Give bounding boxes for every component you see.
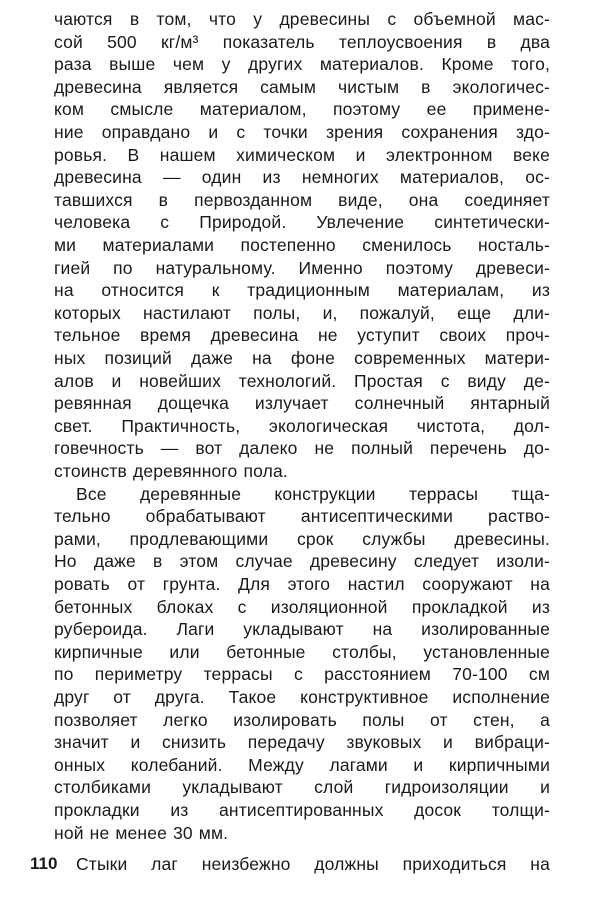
text-line: Но даже в этом случае древесину следует изоли-	[54, 551, 550, 572]
text-line: по периметру террасы с расстоянием 70-100 см	[54, 664, 550, 685]
text-line: гией по натуральному. Именно поэтому древеси-	[54, 257, 550, 278]
text-line: ровья. В нашем химическом и электронном веке	[54, 144, 550, 165]
text-line: древесина является самым чистым в экологичес-	[54, 76, 550, 97]
text-line: алов и новейших технологий. Простая с виду де-	[54, 370, 550, 391]
text-line: значит и снизить передачу звуковых и вибраци-	[54, 732, 550, 753]
text-line: на относится к традиционным материалам, из	[54, 280, 550, 301]
text-line: рубероида. Лаги укладывают на изолированные	[54, 619, 550, 640]
text-line: ной не менее 30 мм.	[54, 822, 229, 843]
text-line: которых настилают полы, и, пожалуй, еще дли-	[54, 302, 550, 323]
text-line: кирпичные или бетонные столбы, установленные	[54, 641, 550, 662]
book-page	[54, 0, 550, 904]
text-line: ных позиций даже на фоне современных матери-	[54, 348, 550, 368]
text-line: стоинств деревянного пола.	[54, 461, 288, 481]
page-number: 110	[30, 854, 58, 873]
text-line: тавшихся в первозданном виде, она соединяет	[54, 189, 550, 210]
text-line: раза выше чем у других материалов. Кроме того,	[54, 54, 550, 75]
text-line: позволяет легко изолировать полы от стен, а	[54, 709, 550, 730]
text-line: столбиками укладывают слой гидроизоляции и	[54, 777, 550, 798]
text-line: сой 500 кг/м³ показатель теплоусвоения в два	[54, 31, 550, 52]
text-line: ревянная дощечка излучает солнечный янтарный	[54, 393, 550, 414]
text-line: Все деревянные конструкции террасы тща-	[76, 483, 550, 504]
text-line: тельно обрабатывают антисептическими раство-	[54, 506, 550, 527]
text-line: ние оправдано и с точки зрения сохранения здо-	[54, 122, 550, 142]
text-line: прокладки из антисептированных досок толщи-	[54, 800, 550, 820]
text-line: ми материалами постепенно сменилось носталь-	[54, 235, 550, 255]
text-line: ровать от грунта. Для этого настил сооружают на	[54, 574, 550, 594]
text-line: бетонных блоках с изоляционной прокладкой из	[54, 596, 550, 617]
text-line: древесина — один из немногих материалов, ос-	[54, 167, 550, 188]
text-line: онных колебаний. Между лагами и кирпичными	[54, 754, 550, 775]
text-line: свет. Практичность, экологическая чистота, дол-	[54, 415, 550, 436]
text-line: ком смысле материалом, поэтому ее примене-	[54, 99, 550, 120]
text-line: рами, продлевающими срок службы древесины.	[54, 528, 550, 549]
text-line: говечность — вот далеко не полный перечень до-	[54, 438, 550, 459]
text-line: друг от друга. Такое конструктивное исполнение	[54, 687, 550, 707]
text-line: Стыки лаг неизбежно должны приходиться на	[76, 854, 550, 875]
text-line: тельное время древесина не уступит своих проч-	[54, 325, 550, 346]
text-line: человека с Природой. Увлечение синтетически-	[54, 212, 550, 233]
text-line: чаются в том, что у древесины с объемной мас-	[54, 9, 550, 29]
